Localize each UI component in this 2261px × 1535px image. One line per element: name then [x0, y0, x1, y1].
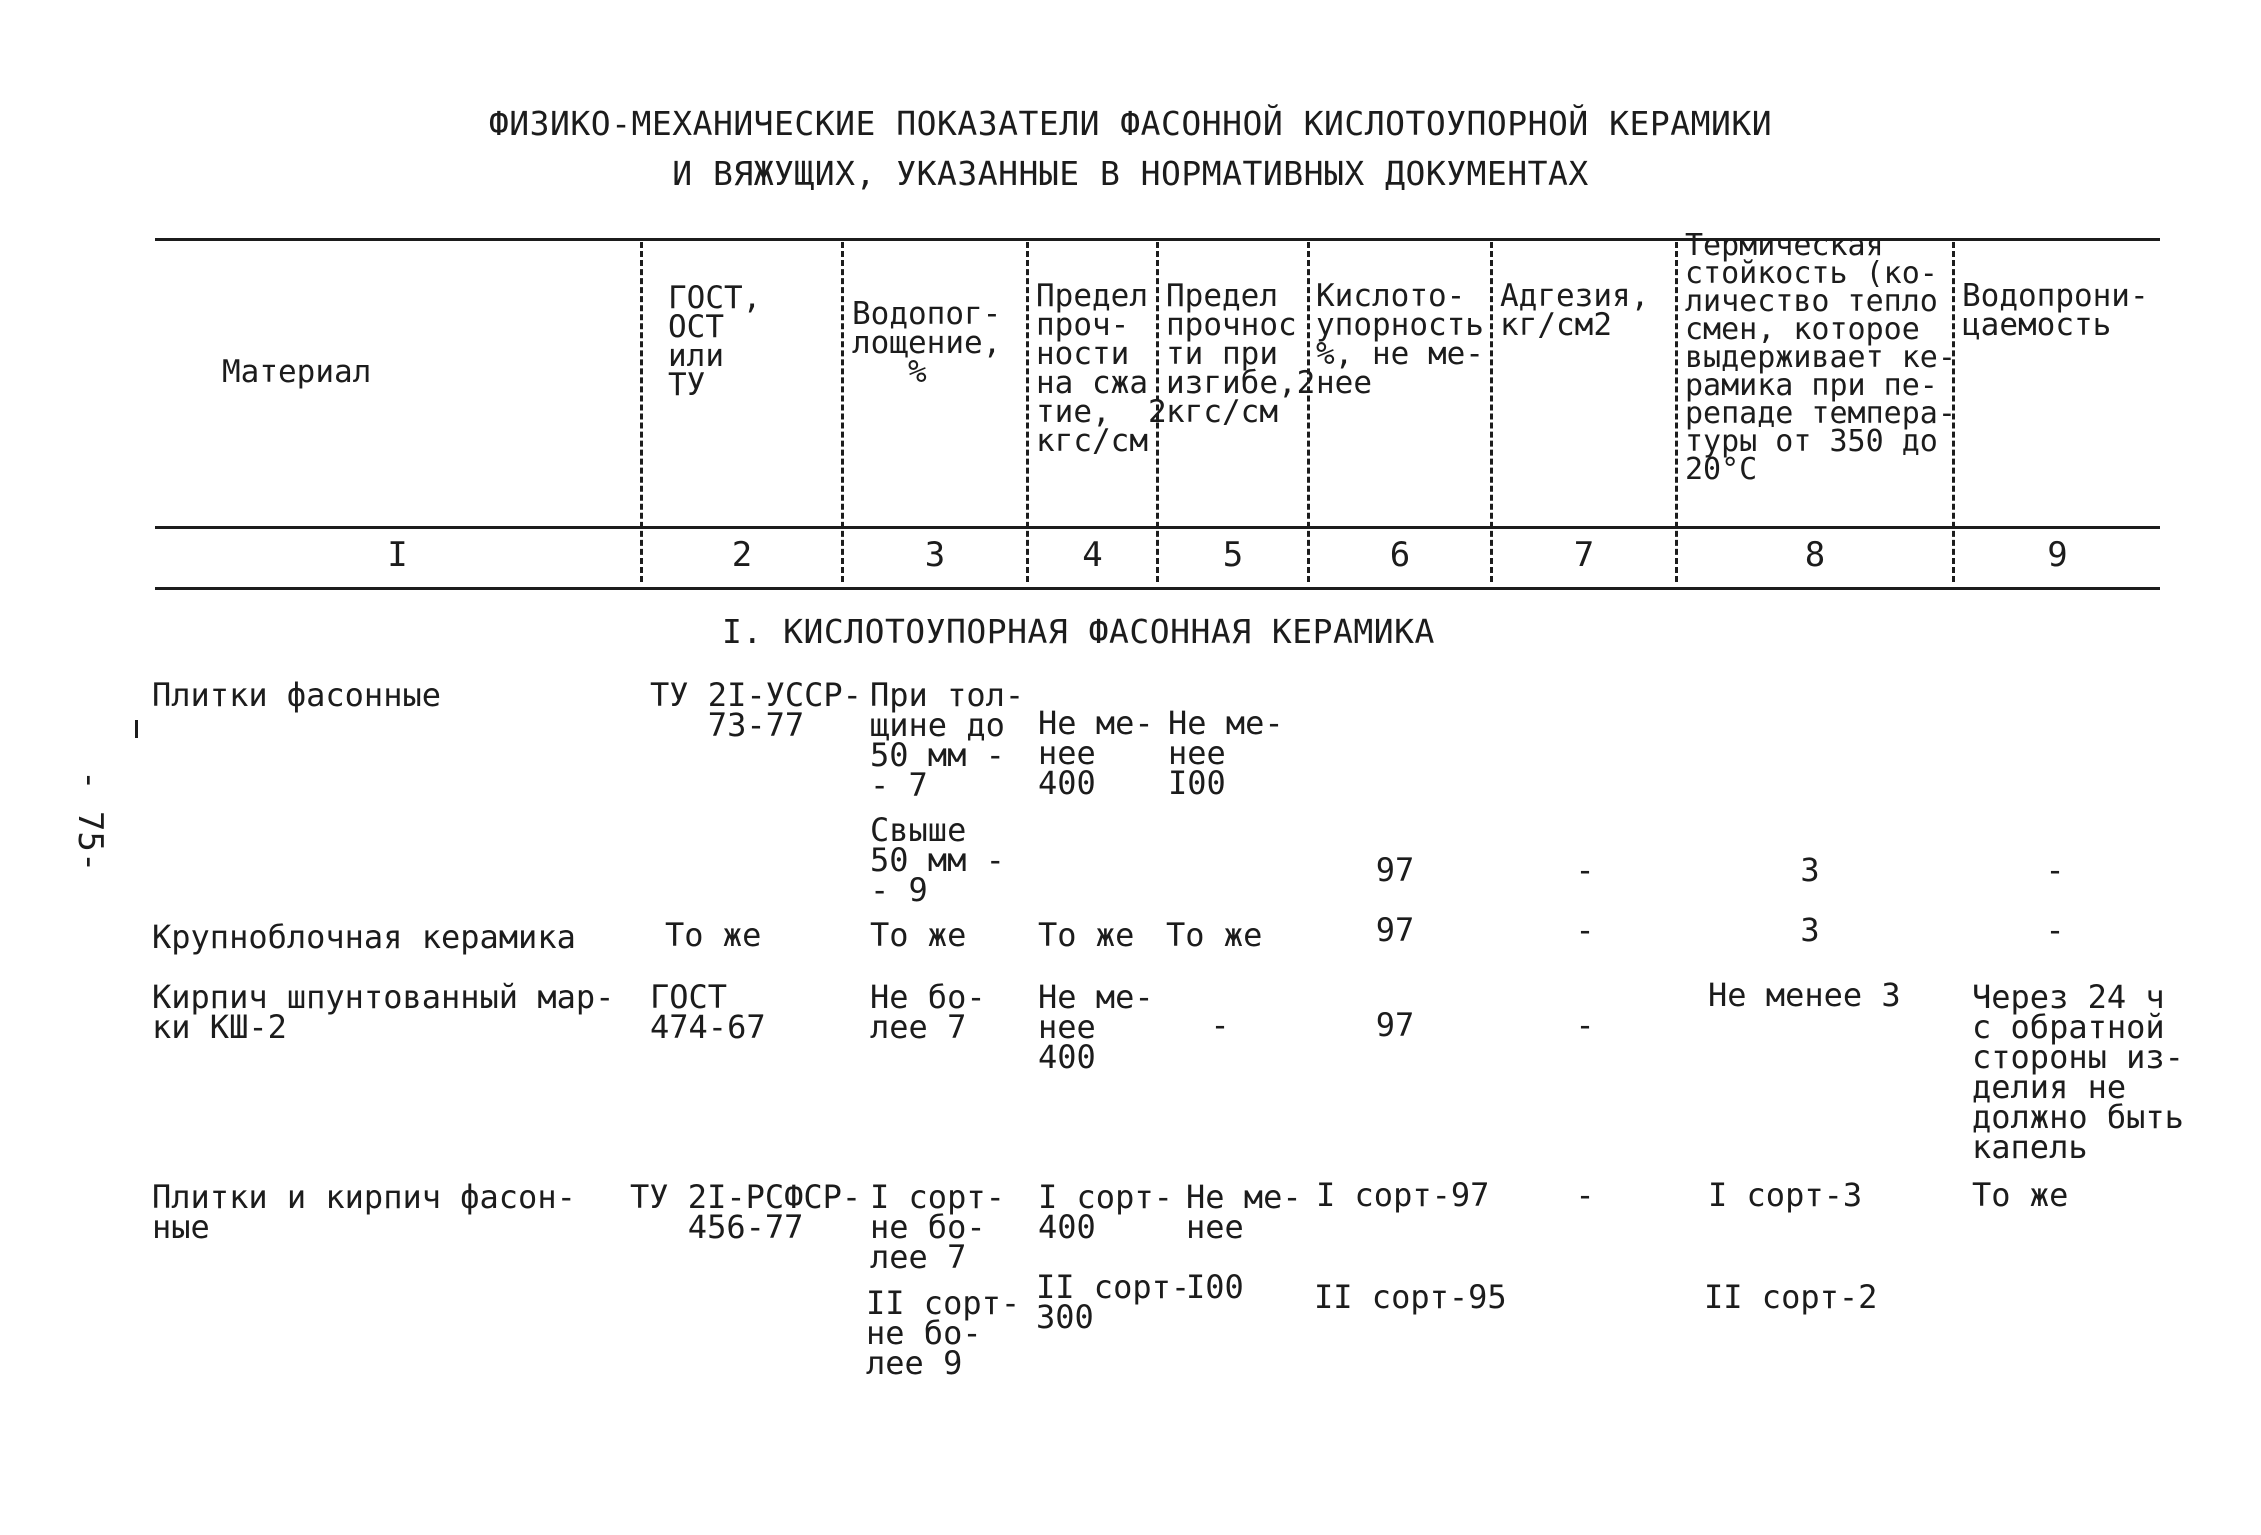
row3-adhesion: - — [1575, 1006, 1595, 1044]
row4-thermal-b: II сорт-2 — [1704, 1278, 1878, 1316]
row1-adhesion: - — [1575, 851, 1595, 889]
col-number-5: 5 — [1222, 535, 1244, 575]
row1-acid: 97 — [1375, 851, 1415, 889]
row4-bending-a: Не ме- нее — [1186, 1178, 1302, 1246]
row4-permeability: То же — [1972, 1176, 2069, 1214]
row4-adhesion: - — [1575, 1176, 1595, 1214]
header-water-absorption: Водопог- лощение, % — [852, 296, 1002, 390]
section-title: I. КИСЛОТОУПОРНАЯ ФАСОННАЯ КЕРАМИКА — [722, 612, 1435, 651]
row1-water-absorption-b: Свыше 50 мм - - 9 — [870, 811, 1005, 909]
row2-permeability: - — [2045, 911, 2065, 949]
row2-bending: То же — [1166, 916, 1263, 954]
table-numbers-rule — [155, 587, 2160, 590]
row1-water-absorption-a: При тол- щине до 50 мм - - 7 — [870, 676, 1025, 804]
col-number-8: 8 — [1804, 535, 1826, 575]
page-number-tick — [135, 720, 138, 738]
header-water-permeability: Водопрони- цаемость — [1962, 278, 2149, 343]
col-sep-6 — [1490, 242, 1493, 582]
row4-gost: ТУ 2I-РСФСР- 456-77 — [630, 1178, 862, 1246]
row1-material: Плитки фасонные — [152, 676, 441, 714]
col-sep-2 — [841, 242, 844, 582]
row3-permeability: Через 24 ч с обратной стороны из- делия не должно быть капель — [1972, 978, 2184, 1166]
row4-compression-a: I сорт- 400 — [1038, 1178, 1173, 1246]
col-number-4: 4 — [1082, 535, 1103, 575]
col-number-1: I — [387, 535, 408, 575]
row4-thermal-a: I сорт-3 — [1708, 1176, 1863, 1214]
header-acid-resistance: Кислото- упорность %, не ме- нее — [1316, 278, 1484, 401]
row1-permeability: - — [2045, 851, 2065, 889]
row3-bending: - — [1210, 1006, 1230, 1044]
row3-compression: Не ме- нее 400 — [1038, 978, 1154, 1076]
row4-water-absorption-b: II сорт- не бо- лее 9 — [866, 1284, 1021, 1382]
row2-adhesion: - — [1575, 911, 1595, 949]
row2-gost: То же — [665, 916, 762, 954]
row1-bending: Не ме- нее I00 — [1168, 704, 1284, 802]
page-number: - 75- — [70, 770, 110, 873]
row4-bending-b: I00 — [1186, 1268, 1244, 1306]
document-title-line2: И ВЯЖУЩИХ, УКАЗАННЫЕ В НОРМАТИВНЫХ ДОКУМЕНТАХ — [672, 154, 1589, 193]
row2-compression: То же — [1038, 916, 1135, 954]
header-material: Материал — [222, 354, 372, 390]
row2-acid: 97 — [1375, 911, 1415, 949]
row1-compression: Не ме- нее 400 — [1038, 704, 1154, 802]
header-thermal-resistance: Термическая стойкость (ко- личество тепло смен, которое выдерживает ке- рамика при пе- репаде темпера- туры от 350 до 20°С — [1685, 228, 1956, 487]
row2-water-absorption: То же — [870, 916, 967, 954]
col-number-6: 6 — [1389, 535, 1411, 575]
row4-acid-b: II сорт-95 — [1314, 1278, 1507, 1316]
col-number-3: 3 — [924, 535, 946, 575]
row3-acid: 97 — [1375, 1006, 1415, 1044]
row3-material: Кирпич шпунтованный мар- ки КШ-2 — [152, 978, 615, 1046]
header-compression: Предел проч- ности на сжа тие, 2 кгс/см — [1036, 278, 1167, 459]
row4-compression-b: II сорт- 300 — [1036, 1268, 1191, 1336]
document-title-line1: ФИЗИКО-МЕХАНИЧЕСКИЕ ПОКАЗАТЕЛИ ФАСОННОЙ КИСЛОТОУПОРНОЙ КЕРАМИКИ — [488, 104, 1773, 143]
row2-thermal: 3 — [1800, 911, 1820, 949]
row2-material: Крупноблочная керамика — [152, 918, 576, 956]
header-bending: Предел прочнос ти при изгибе,2 кгс/см — [1166, 278, 1316, 430]
row3-thermal: Не менее 3 — [1708, 976, 1901, 1014]
col-sep-1 — [640, 242, 643, 582]
row1-gost: ТУ 2I-УССР- 73-77 — [650, 676, 862, 744]
row4-acid-a: I сорт-97 — [1316, 1176, 1490, 1214]
header-gost: ГОСТ, ОСТ или ТУ — [668, 280, 762, 403]
header-adhesion: Адгезия, кг/см2 — [1500, 278, 1650, 343]
col-sep-3 — [1026, 242, 1029, 582]
row4-material: Плитки и кирпич фасон- ные — [152, 1178, 576, 1246]
col-number-9: 9 — [2047, 535, 2068, 575]
row3-gost: ГОСТ 474-67 — [650, 978, 766, 1046]
row3-water-absorption: Не бо- лее 7 — [870, 978, 986, 1046]
col-sep-7 — [1675, 242, 1678, 582]
row4-water-absorption-a: I сорт- не бо- лее 7 — [870, 1178, 1005, 1276]
col-number-2: 2 — [731, 535, 753, 575]
row1-thermal: 3 — [1800, 851, 1820, 889]
col-number-7: 7 — [1573, 535, 1595, 575]
